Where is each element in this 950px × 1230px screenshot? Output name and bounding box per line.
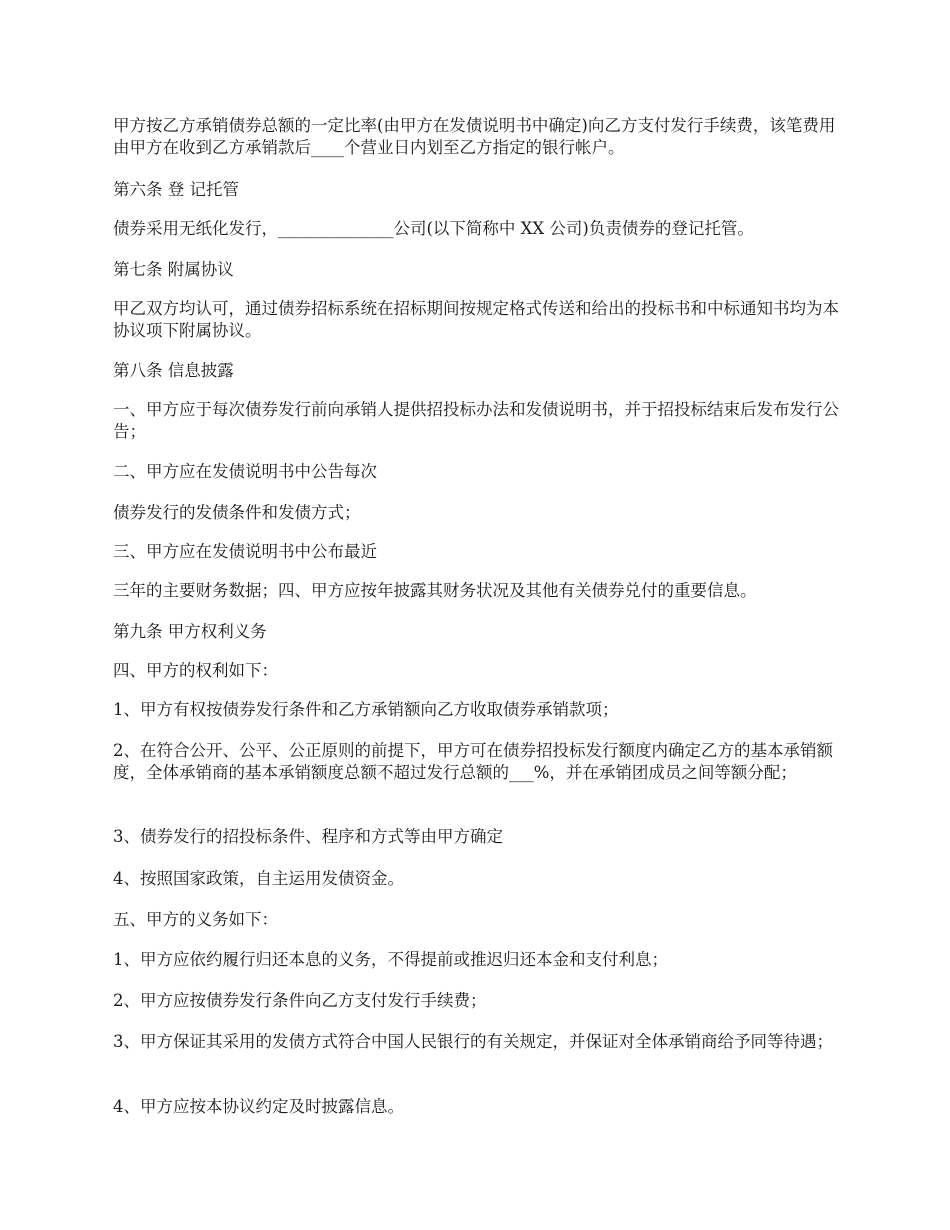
paragraph-right-4: 4、按照国家政策，自主运用发债资金。: [113, 869, 404, 888]
paragraph-disclosure-2: 二、甲方应在发债说明书中公告每次: [113, 462, 377, 481]
paragraph-obligation-2: 2、甲方应按债券发行条件向乙方支付发行手续费；: [113, 991, 487, 1010]
heading-article-6: 第六条 登 记托管: [113, 180, 239, 199]
paragraph-right-1: 1、甲方有权按债券发行条件和乙方承销额向乙方收取债券承销款项；: [113, 700, 619, 719]
heading-article-9: 第九条 甲方权利义务: [113, 622, 267, 641]
paragraph-fee-payment: 甲方按乙方承销债券总额的一定比率(由甲方在发债说明书中确定)向乙方支付发行手续费，该笔费用由甲方在收到乙方承销款后____个营业日内划至乙方指定的银行帐户。: [113, 116, 836, 157]
paragraph-rights-heading: 四、甲方的权利如下：: [113, 661, 278, 680]
paragraph-right-2: 2、在符合公开、公平、公正原则的前提下，甲方可在债券招投标发行额度内确定乙方的基本承销额度，全体承销商的基本承销额度总额不超过发行总额的___%，并在承销团成员之间等额分配；: [113, 741, 833, 782]
paragraph-disclosure-3: 三、甲方应在发债说明书中公布最近: [113, 542, 377, 561]
paragraph-obligation-1: 1、甲方应依约履行归还本息的义务，不得提前或推迟归还本金和支付利息；: [113, 950, 668, 969]
paragraph-obligation-4: 4、甲方应按本协议约定及时披露信息。: [113, 1097, 404, 1116]
paragraph-ancillary: 甲乙双方均认可，通过债券招标系统在招标期间按规定格式传送和给出的投标书和中标通知书均为本协议项下附属协议。: [113, 299, 839, 340]
heading-article-7: 第七条 附属协议: [113, 260, 234, 279]
paragraph-obligation-3: 3、甲方保证其采用的发债方式符合中国人民银行的有关规定，并保证对全体承销商给予同等待遇；: [113, 1032, 833, 1051]
paragraph-right-3: 3、债券发行的招投标条件、程序和方式等由甲方确定: [113, 827, 503, 846]
paragraph-disclosure-2-cont: 债券发行的发债条件和发债方式；: [113, 503, 361, 522]
heading-article-8: 第八条 信息披露: [113, 361, 234, 380]
paragraph-obligations-heading: 五、甲方的义务如下：: [113, 910, 278, 929]
paragraph-disclosure-1: 一、甲方应于每次债券发行前向承销人提供招投标办法和发债说明书，并于招投标结束后发布发行公告；: [113, 400, 839, 441]
paragraph-disclosure-3-cont: 三年的主要财务数据；四、甲方应按年披露其财务状况及其他有关债券兑付的重要信息。: [113, 581, 757, 600]
paragraph-custody: 债券采用无纸化发行，______________公司(以下简称中 XX 公司)负责债券的登记托管。: [113, 219, 754, 238]
